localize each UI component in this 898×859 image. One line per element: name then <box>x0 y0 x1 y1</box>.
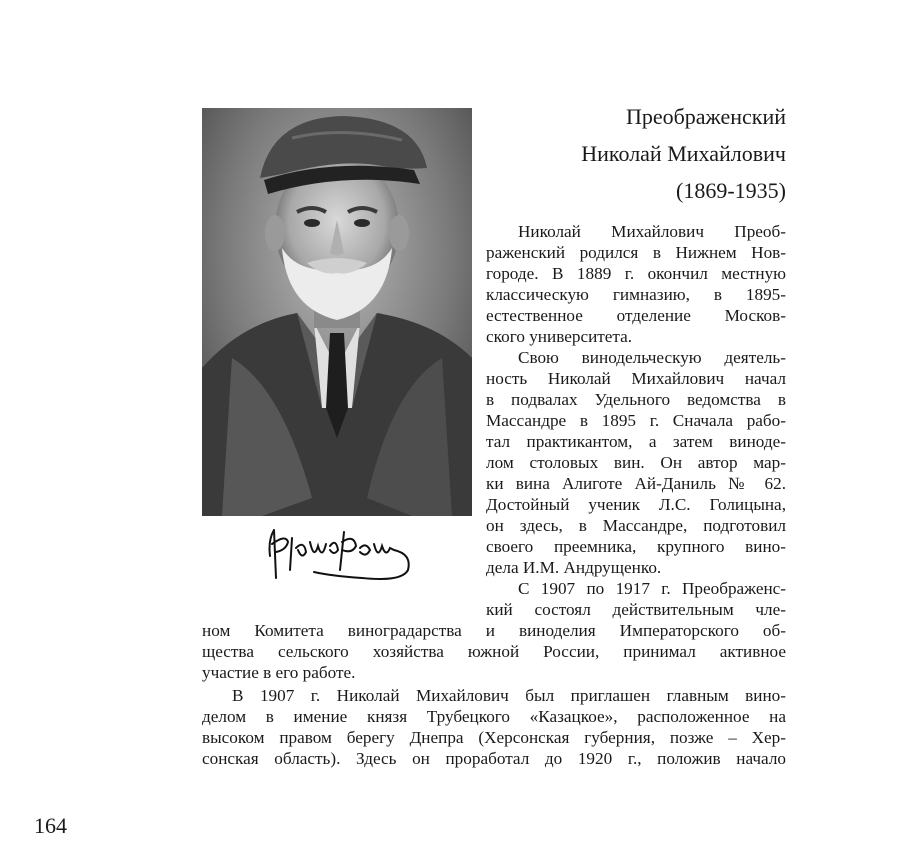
text-line: лом столовых вин. Он автор мар- <box>486 453 786 472</box>
text-line: в подвалах Удельного ведомства в <box>486 390 786 409</box>
text-line: ном Комитета виноградарства и виноделия Императорского об- <box>202 621 786 640</box>
text-line: ность Николай Михайлович начал <box>486 369 786 388</box>
text-line: естественное отделение Москов- <box>486 306 786 325</box>
text-line: кий состоял действительным чле- <box>486 600 786 619</box>
text-line: участие в его работе. <box>202 663 356 682</box>
text-line: ки вина Алиготе Ай-Даниль № 62. <box>486 474 786 493</box>
text-line: высоком правом берегу Днепра (Херсонская губерния, позже – Хер- <box>202 728 786 747</box>
text-line: Достойный ученик Л.С. Голицына, <box>486 495 786 514</box>
text-line: раженский родился в Нижнем Нов- <box>486 243 786 262</box>
page-number: 164 <box>34 813 67 838</box>
text-line: классическую гимназию, в 1895- <box>486 285 786 304</box>
text-line: С 1907 по 1917 г. Преображенс- <box>518 579 786 598</box>
author-surname: Преображенский <box>625 104 786 129</box>
author-given-names: Николай Михайлович <box>581 141 786 166</box>
portrait-photo <box>202 108 472 516</box>
text-line: Свою винодельческую деятель- <box>518 348 786 367</box>
author-life-years: (1869-1935) <box>676 178 786 203</box>
text-line: В 1907 г. Николай Михайлович был приглашен главным вино- <box>232 686 786 705</box>
text-line: своего преемника, крупного вино- <box>486 537 786 556</box>
text-line: ского университета. <box>486 327 633 346</box>
text-line: сонская область). Здесь он проработал до 1920 г., положив начало <box>202 749 786 768</box>
text-line: дела И.М. Андрущенко. <box>486 558 662 577</box>
text-line: городе. В 1889 г. окончил местную <box>486 264 786 283</box>
text-line: делом в имение князя Трубецкого «Казацкое», расположенное на <box>202 707 786 726</box>
handwritten-signature <box>262 520 422 590</box>
text-line: Массандре в 1895 г. Сначала рабо- <box>486 411 786 430</box>
text-line: он здесь, в Массандре, подготовил <box>486 516 786 535</box>
text-line: Николай Михайлович Преоб- <box>518 222 786 241</box>
text-line: щества сельского хозяйства южной России, принимал активное <box>202 642 786 661</box>
text-line: тал практикантом, а затем виноде- <box>486 432 786 451</box>
